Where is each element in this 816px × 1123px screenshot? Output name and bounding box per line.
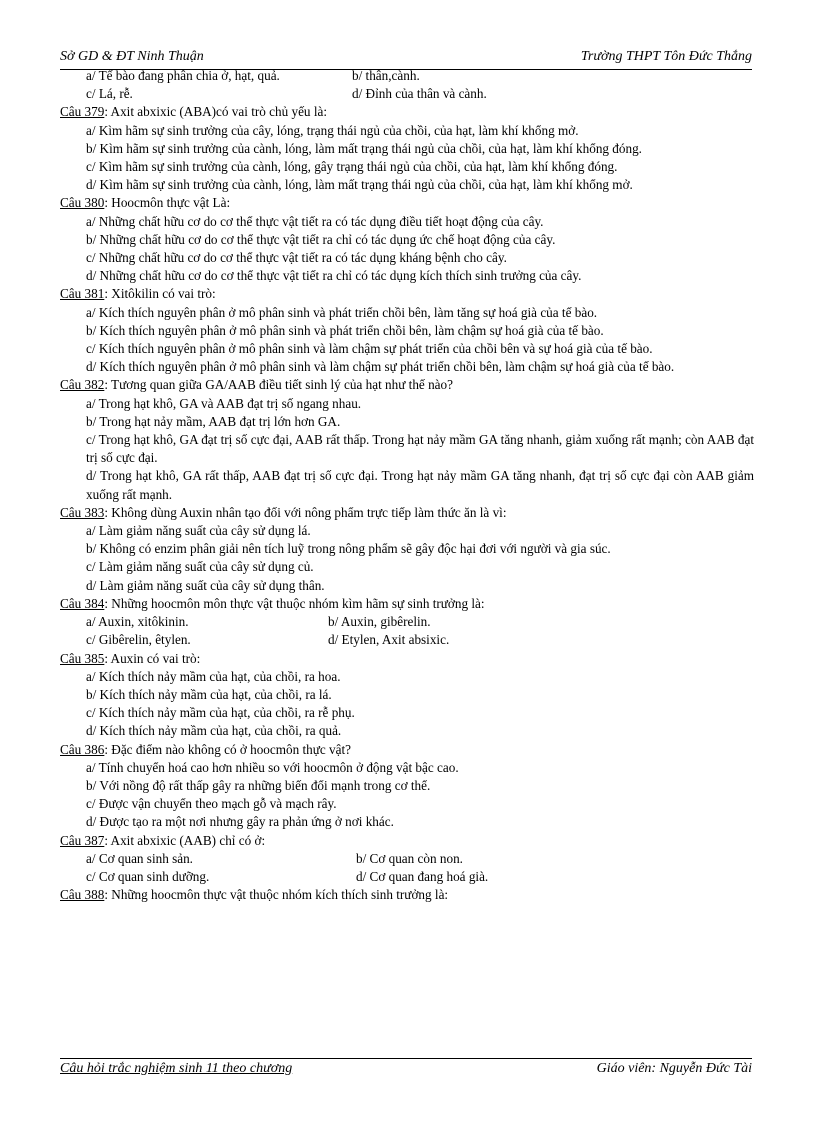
option-a: a/ Kích thích nảy mầm của hạt, của chồi, ra hoa. bbox=[86, 668, 341, 684]
option-a: a/ Cơ quan sinh sản. bbox=[86, 850, 193, 866]
question-number: Câu 386 bbox=[60, 741, 105, 757]
question-text: : Những hoocmôn thực vật thuộc nhóm kích thích sinh trưởng là: bbox=[104, 887, 449, 903]
question-list bbox=[60, 67, 754, 904]
option-c: c/ Gibêrelin, êtylen. bbox=[86, 632, 191, 648]
option-d: d/ Etylen, Axit absixic. bbox=[328, 632, 450, 648]
question-number: Câu 382 bbox=[60, 377, 105, 393]
question-stem bbox=[60, 650, 754, 668]
option-b: b/ Những chất hữu cơ do cơ thể thực vật tiết ra chỉ có tác dụng ức chế hoạt động của cây. bbox=[86, 231, 556, 247]
option-c: c/ Cơ quan sinh dưỡng. bbox=[86, 868, 210, 884]
question-stem bbox=[60, 886, 754, 904]
option-a: a/ Tế bào đang phân chia ở, hạt, quả. bbox=[86, 68, 280, 83]
question-381 bbox=[60, 285, 754, 376]
question-number: Câu 379 bbox=[60, 104, 105, 120]
question-number: Câu 380 bbox=[60, 195, 105, 211]
options-row-1 bbox=[60, 613, 754, 631]
option-a: a/ Auxin, xitôkinin. bbox=[86, 614, 189, 630]
option-c: c/ Kích thích nguyên phân ở mô phân sinh và làm chậm sự phát triển của chồi bên và sự hoá già của tế bào. bbox=[86, 341, 653, 357]
question-stem bbox=[60, 832, 754, 850]
question-number: Câu 388 bbox=[60, 887, 105, 903]
option-c: c/ Kích thích nảy mầm của hạt, của chồi, ra rễ phụ. bbox=[86, 705, 355, 721]
question-386 bbox=[60, 741, 754, 832]
option-d: d/ Làm giảm năng suất của cây sử dụng thân. bbox=[86, 577, 325, 593]
question-text: : Không dùng Auxin nhân tạo đối với nông phẩm trực tiếp làm thức ăn là vì: bbox=[104, 504, 507, 520]
option-b: b/ Kìm hãm sự sinh trưởng của cành, lóng, làm mất trạng thái ngủ của chồi, của hạt, làm khí khổng đóng. bbox=[86, 140, 642, 156]
option-d: d/ Đỉnh của thân và cành. bbox=[352, 86, 487, 102]
option-d: d/ Kích thích nguyên phân ở mô phân sinh và làm chậm sự phát triển chồi bên, làm chậm sự hoá già của tế bào. bbox=[86, 359, 675, 375]
question-stem bbox=[60, 504, 754, 522]
option-b: b/ Kích thích nảy mầm của hạt, của chồi, ra lá. bbox=[86, 686, 332, 702]
carryover-options-row-2 bbox=[60, 85, 754, 103]
option-c: c/ Kìm hãm sự sinh trưởng của cành, lóng, gây trạng thái ngủ của chồi, của hạt, làm khí khổng đóng. bbox=[86, 159, 618, 175]
option-b: b/ Kích thích nguyên phân ở mô phân sinh và phát triển chồi bên, làm chậm sự hoá già của tế bào. bbox=[86, 322, 604, 338]
option-a: a/ Kích thích nguyên phân ở mô phân sinh và phát triển chồi bên, làm tăng sự hoá già của tế bào. bbox=[86, 304, 598, 320]
question-text: : Hoocmôn thực vật Là: bbox=[104, 195, 231, 211]
question-383 bbox=[60, 504, 754, 595]
option-a: a/ Những chất hữu cơ do cơ thể thực vật tiết ra có tác dụng điều tiết hoạt động của cây. bbox=[86, 213, 544, 229]
option-b: b/ Trong hạt nảy mầm, AAB đạt trị lớn hơn GA. bbox=[86, 413, 341, 429]
question-text: : Axit abxixic (AAB) chỉ có ở: bbox=[104, 832, 266, 848]
option-d: d/ Được tạo ra một nơi nhưng gây ra phản ứng ở nơi khác. bbox=[86, 814, 394, 830]
option-a: a/ Kìm hãm sự sinh trưởng của cây, lóng, trạng thái ngủ của chồi, của hạt, làm khí khổng mở. bbox=[86, 122, 579, 138]
options-row-1 bbox=[60, 850, 754, 868]
option-c: c/ Những chất hữu cơ do cơ thể thực vật tiết ra có tác dụng kháng bệnh cho cây. bbox=[86, 250, 507, 266]
question-388 bbox=[60, 886, 754, 904]
question-number: Câu 381 bbox=[60, 286, 105, 302]
question-384 bbox=[60, 595, 754, 650]
page-footer bbox=[60, 1058, 752, 1079]
question-385 bbox=[60, 650, 754, 741]
question-text: : Axit abxixic (ABA)có vai trò chủ yếu là: bbox=[104, 104, 327, 120]
option-b: b/ Cơ quan còn non. bbox=[356, 850, 463, 866]
question-text: : Auxin có vai trò: bbox=[104, 650, 201, 666]
carryover-options-row-1 bbox=[60, 67, 754, 85]
option-b: b/ Không có enzim phân giải nên tích luỹ trong nông phẩm sẽ gây độc hại đơi với người và gia súc. bbox=[86, 541, 611, 557]
option-c: c/ Làm giảm năng suất của cây sử dụng củ. bbox=[86, 559, 314, 575]
question-stem bbox=[60, 741, 754, 759]
question-text: : Những hoocmôn môn thực vật thuộc nhóm kìm hãm sự sinh trưởng là: bbox=[104, 595, 485, 611]
option-d: d/ Kích thích nảy mầm của hạt, của chồi, ra quả. bbox=[86, 723, 342, 739]
question-number: Câu 387 bbox=[60, 832, 105, 848]
question-stem bbox=[60, 285, 754, 303]
header-school-name: Trường THPT Tôn Đức Thắng bbox=[580, 49, 752, 64]
option-c: c/ Được vận chuyển theo mạch gỗ và mạch rây. bbox=[86, 796, 337, 812]
option-d: d/ Cơ quan đang hoá già. bbox=[356, 868, 489, 884]
footer-teacher-name: Giáo viên: Nguyễn Đức Tài bbox=[596, 1061, 752, 1076]
question-379 bbox=[60, 103, 754, 194]
question-382 bbox=[60, 376, 754, 503]
option-c: c/ Trong hạt khô, GA đạt trị số cực đại, AAB rất thấp. Trong hạt nảy mầm GA tăng nhanh, giảm xuống rất mạnh; còn AAB đạt trị số cực đại. bbox=[86, 432, 754, 466]
question-380 bbox=[60, 194, 754, 285]
question-stem bbox=[60, 194, 754, 212]
option-d: d/ Trong hạt khô, GA rất thấp, AAB đạt trị số cực đại. Trong hạt nảy mầm GA tăng nhanh, đạt trị số cực đại còn AAB giảm xuống rất mạnh. bbox=[86, 468, 754, 502]
option-b: b/ thân,cành. bbox=[352, 68, 420, 83]
option-d: d/ Những chất hữu cơ do cơ thể thực vật tiết ra chỉ có tác dụng kích thích sinh trưởng của cây. bbox=[86, 268, 582, 284]
question-number: Câu 384 bbox=[60, 595, 105, 611]
option-d: d/ Kìm hãm sự sinh trưởng của cành, lóng, làm mất trạng thái ngủ của chồi, của hạt, làm khí khổng mở. bbox=[86, 177, 633, 193]
footer-document-title: Câu hỏi trắc nghiệm sinh 11 theo chương bbox=[60, 1061, 293, 1076]
question-number: Câu 383 bbox=[60, 504, 105, 520]
options-row-2 bbox=[60, 868, 754, 886]
option-c: c/ Lá, rễ. bbox=[86, 86, 133, 102]
question-text: : Tương quan giữa GA/AAB điều tiết sinh lý của hạt như thế nào? bbox=[104, 377, 453, 393]
header-school-department: Sở GD & ĐT Ninh Thuận bbox=[60, 49, 204, 64]
question-number: Câu 385 bbox=[60, 650, 105, 666]
question-text: : Đặc điểm nào không có ở hoocmôn thực vật? bbox=[104, 741, 351, 757]
option-b: b/ Auxin, gibêrelin. bbox=[328, 614, 431, 630]
option-a: a/ Làm giảm năng suất của cây sử dụng lá. bbox=[86, 523, 311, 539]
option-a: a/ Tính chuyển hoá cao hơn nhiều so với hoocmôn ở động vật bậc cao. bbox=[86, 759, 459, 775]
question-stem bbox=[60, 595, 754, 613]
question-text: : Xitôkilin có vai trò: bbox=[104, 286, 216, 302]
question-stem bbox=[60, 103, 754, 121]
option-b: b/ Với nồng độ rất thấp gây ra những biến đổi mạnh trong cơ thể. bbox=[86, 777, 431, 793]
option-a: a/ Trong hạt khô, GA và AAB đạt trị số ngang nhau. bbox=[86, 395, 362, 411]
question-387 bbox=[60, 832, 754, 887]
question-stem bbox=[60, 376, 754, 394]
options-row-2 bbox=[60, 631, 754, 649]
